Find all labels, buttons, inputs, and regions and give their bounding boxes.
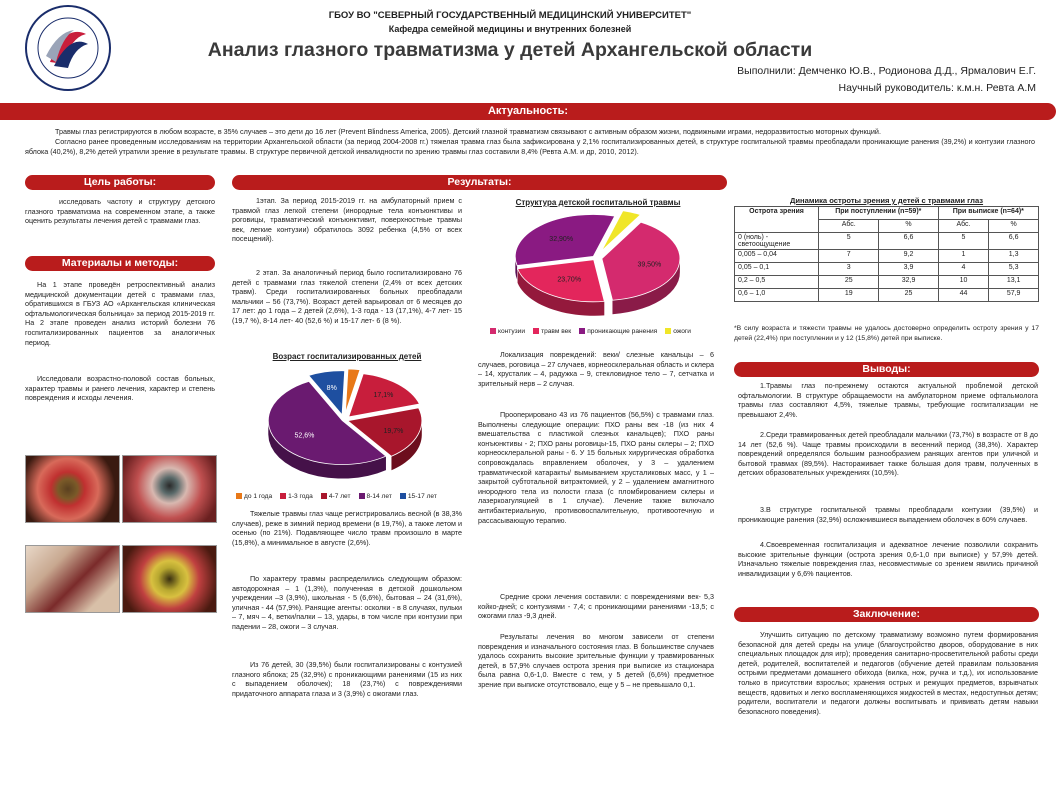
legend-swatch bbox=[579, 328, 585, 334]
eye-injury-photo-4 bbox=[122, 545, 217, 613]
legend-label: 1-3 года bbox=[288, 493, 313, 500]
legend-item bbox=[400, 493, 437, 500]
table-cell: 57,9 bbox=[989, 289, 1039, 302]
table-cell: 25 bbox=[819, 276, 879, 289]
eye-injury-photo-1 bbox=[25, 455, 120, 523]
results-localization: Локализация повреждений: веки/ слезные канальцы – 6 случаев, роговица – 27 случаев, корнеосклеральная область и склера – 14, хрусталик – 4, радужка – 9, стекловидное тело – 7, сетчатка и зрительный нерв – 2 случая. bbox=[478, 350, 714, 388]
legend-label: ожоги bbox=[673, 328, 691, 335]
legend-swatch bbox=[236, 493, 242, 499]
age-pie-chart bbox=[232, 360, 462, 490]
legend-label: 8-14 лет bbox=[366, 493, 392, 500]
table-row bbox=[735, 233, 1039, 250]
legend-swatch bbox=[490, 328, 496, 334]
legend-swatch bbox=[533, 328, 539, 334]
table-cell: 6,6 bbox=[989, 233, 1039, 250]
table-subheader-abs: Абс. bbox=[938, 220, 989, 233]
university-logo bbox=[24, 4, 112, 92]
legend-item bbox=[490, 328, 525, 335]
methods-paragraph-1: На 1 этапе проведён ретроспективный анализ медицинской документации детей с травмами глаз, обратившихся в ГБУЗ АО «Архангельская клиническая офтальмологическая больница» за период 2015-2019 гг. На 2 этапе проведен анализ историй болезни 76 госпитализированных пациентов за аналогичных период. bbox=[25, 280, 215, 347]
age-chart-legend bbox=[236, 493, 466, 500]
table-cell: 1 bbox=[938, 250, 989, 263]
conclusion-4: 4.Своевременная госпитализация и адекватное лечение позволили сохранить высокие зрительные функции (острота зрения 0,6-1,0 при выписке) у 57,9% детей. Изначально тяжелые повреждения глаз, несовместимые со зрением явились причиной инвалидизации у 6,6% пациентов. bbox=[738, 540, 1038, 578]
results-hospitalization: Из 76 детей, 30 (39,5%) были госпитализированы с контузией глазного яблока; 25 (32,9%) с проникающими ранениями (15 из них с выпадением оболочек); 18 (23,7%) с повреждениями придаточного аппарата глаза и 3 (3,9%) с ожогами глаз. bbox=[232, 660, 462, 698]
table-subheader-abs: Абс. bbox=[819, 220, 879, 233]
table-cell: 10 bbox=[938, 276, 989, 289]
table-cell: 4 bbox=[938, 263, 989, 276]
legend-label: травм век bbox=[541, 328, 572, 335]
legend-item bbox=[280, 493, 313, 500]
acuity-table-caption: Динамика остроты зрения у детей с травмами глаз bbox=[789, 196, 984, 205]
table-cell: 3 bbox=[819, 263, 879, 276]
legend-item bbox=[321, 493, 351, 500]
pie-label-1-3 года: 17,1% bbox=[373, 392, 394, 400]
pie-label-проникающие ранения: 32,90% bbox=[549, 236, 574, 244]
legend-swatch bbox=[400, 493, 406, 499]
relevance-paragraph-1: Травмы глаз регистрируются в любом возрасте, в 35% случаев – это дети до 16 лет (Prevent Blindness America, 2005). Детский глазной травматизм связывают с активным образом жизни, подвижными играми, недоразвитостью моторных функций. bbox=[55, 127, 881, 136]
table-subheader-pct: % bbox=[879, 220, 938, 233]
table-header-acuity: Острота зрения bbox=[735, 207, 819, 233]
age-chart-title: Возраст госпитализированных детей bbox=[272, 352, 422, 361]
table-row bbox=[735, 250, 1039, 263]
table-cell: 5,3 bbox=[989, 263, 1039, 276]
acuity-table bbox=[734, 206, 1039, 302]
methods-paragraph-2: Исследовали возрастно-половой состав больных, характер травмы и ранего лечения, характер и степень повреждения и исходы лечения. bbox=[25, 374, 215, 403]
table-cell: 7 bbox=[819, 250, 879, 263]
results-stage-1: 1этап. За период 2015-2019 гг. на амбулаторный прием с травмой глаз легкой степени (инородные тела конъюнктивы и роговицы, травматический конъюнктивит, поверхностные травмы век, легкие контузии) обратилось 3092 ребенка (4,5% от всех посещений). bbox=[232, 196, 462, 244]
trauma-chart-legend bbox=[490, 328, 725, 335]
eye-injury-photo-2 bbox=[122, 455, 217, 523]
table-cell: 25 bbox=[879, 289, 938, 302]
table-cell: 19 bbox=[819, 289, 879, 302]
supervisor: Научный руководитель: к.м.н. Ревта А.М bbox=[838, 82, 1036, 94]
poster-title: Анализ глазного травматизма у детей Архангельской области bbox=[207, 39, 813, 61]
legend-item bbox=[236, 493, 272, 500]
legend-swatch bbox=[280, 493, 286, 499]
trauma-structure-pie-chart bbox=[478, 206, 718, 324]
results-heading: Результаты: bbox=[232, 175, 727, 190]
table-cell: 32,9 bbox=[879, 276, 938, 289]
pie-label-4-7 лет: 19,7% bbox=[383, 427, 404, 435]
table-cell: 1,3 bbox=[989, 250, 1039, 263]
trauma-chart-title: Структура детской госпитальной травмы bbox=[515, 198, 681, 207]
results-terms: Средние сроки лечения составили: с повреждениями век- 5,3 койко-дней; с контузиями - 7,4; с проникающими ранениями -13,5; с ожогами глаз -9,3 дней. bbox=[478, 592, 714, 621]
table-cell: 13,1 bbox=[989, 276, 1039, 289]
goal-heading: Цель работы: bbox=[25, 175, 215, 190]
final-heading: Заключение: bbox=[734, 607, 1039, 622]
table-cell: 5 bbox=[819, 233, 879, 250]
conclusion-1: 1.Травмы глаз по-прежнему остаются актуальной проблемой детской офтальмологии. В структуре обращаемости на амбулаторном приеме офтальмолога травмы глаз составляют 4,5%, тяжелые травмы, требующие госпитализации не превышают 2,4%. bbox=[738, 381, 1038, 419]
pie-label-травм век: 23,70% bbox=[557, 276, 582, 284]
relevance-paragraph-2: Согласно ранее проведенным исследованиям на территории Архангельской области (за период 2004-2008 гг.) тяжелая травма глаз была зафиксирована у 2,1% госпитализированных детей, в структуре госпитальной травмы преобладали проникающие ранения (39,2%) и контузии глазного яблока (40,2%), 8,2% детей утратили зрение в результате травмы. В структуре первичной детской инвалидности по зрению травмы глаз составили 8,4% (Ревта А.М. и др, 2010, 2012). bbox=[25, 137, 1035, 156]
table-cell: 0,6 – 1,0 bbox=[735, 289, 819, 302]
table-row bbox=[735, 289, 1039, 302]
acuity-table-note: *В силу возраста и тяжести травмы не удалось достоверно определить остроту зрения у 17 детей (22,4%) при поступлении и у 12 (15,8%) детей при выписке. bbox=[734, 325, 1039, 342]
university-name: ГБОУ ВО "СЕВЕРНЫЙ ГОСУДАРСТВЕННЫЙ МЕДИЦИНСКИЙ УНИВЕРСИТЕТ" bbox=[328, 10, 692, 21]
legend-item bbox=[579, 328, 657, 335]
pie-label-8-14 лет: 52,6% bbox=[294, 432, 315, 440]
legend-label: проникающие ранения bbox=[587, 328, 658, 335]
pie-label-15-17 лет: 8% bbox=[326, 384, 337, 392]
results-character: По характеру травмы распределились следующим образом: автодорожная – 1 (1,3%), полученная в детской дошкольном учреждении –3 (3,9%), школьная - 5 (6,6%), бытовая – 24 (31,6%), уличная - 44 (57,9%). Ранящие агенты: осколки - в 8 случаях, пульки – 7, мяч – 4, ветки/палки – 13, удары, в том числе при контузии при падении – 28, ожоги – 3 случая. bbox=[232, 574, 462, 631]
final-text: Улучшить ситуацию по детскому травматизму возможно путем формирования безопасной для детей среды на улице (благоустройство дворов, оборудование в них специальных площадок для игр); проведения санитарно-просветительной работы среди детей, родителей, воспитателей и педагогов (обучение детей правилам пользования острыми предметами домашнего обихода (вилка, нож, ручка и т.д.), их использование только в присутствии взрослых; хранения острых и режущих предметов, взрывчатых веществ, ядовитых и легко воспламеняющихся жидкостей в местах, недоступных детям; родители, воспитатели и педагоги должны воспитывать и прививать детям навыки безопасного поведения). bbox=[738, 630, 1038, 716]
legend-swatch bbox=[359, 493, 365, 499]
conclusion-2: 2.Среди травмированных детей преобладали мальчики (73,7%) в возрасте от 8 до 14 лет (52,6 %). Чаще травмы происходили в весенний период (38,3%). Характер повреждений определялся большим разнообразием ранящих агентов при уличной и бытовой травмах (89,5%). Настораживает также большая доля травм, полученных в детских образовательных учреждениях (10,5%). bbox=[738, 430, 1038, 478]
authors: Выполнили: Демченко Ю.В., Родионова Д.Д., Ярмалович Е.Г. bbox=[737, 65, 1036, 77]
table-cell: 0,05 – 0,1 bbox=[735, 263, 819, 276]
table-row bbox=[735, 263, 1039, 276]
table-cell: 9,2 bbox=[879, 250, 938, 263]
table-cell: 6,6 bbox=[879, 233, 938, 250]
logo-emblem-icon bbox=[24, 4, 112, 92]
table-cell: 5 bbox=[938, 233, 989, 250]
legend-swatch bbox=[321, 493, 327, 499]
table-header-discharge: При выписке (n=64)* bbox=[938, 207, 1038, 220]
department-name: Кафедра семейной медицины и внутренних болезней bbox=[388, 24, 632, 34]
results-season: Тяжелые травмы глаз чаще регистрировались весной (в 38,3% случаев), реже в зимний период времени (в 19,7%), а также летом и осенью (по 21%). Подавляющее число травм произошло в марте (15,8%), а минимальное в августе (2,6%). bbox=[232, 509, 462, 547]
table-cell: 0 (ноль) - светоощущение bbox=[735, 233, 819, 250]
results-outcome: Результаты лечения во многом зависели от степени повреждения и изначального состояния глаз. В большинстве случаев удалось сохранить высокие зрительные функции у травмированных детей, в 57,9% случаев острота зрения при выписке из стационара была равна 0,6-1,0. Вместе с тем, у 5 детей (6,6%) предметное зрение при выписке отсутствовало, еще у 5 – не превышало 0,1. bbox=[478, 632, 714, 689]
legend-item bbox=[533, 328, 571, 335]
table-cell: 0,005 – 0,04 bbox=[735, 250, 819, 263]
legend-swatch bbox=[665, 328, 671, 334]
methods-heading: Материалы и методы: bbox=[25, 256, 215, 271]
results-stage-2: 2 этап. За аналогичный период было госпитализировано 76 детей с травмами глаз тяжелой степени (2,4% от всех детских травм). Среди госпитализированных больных преобладали мальчики – 56 (73,7%). Возраст детей варьировал от 6 месяцев до 17 лет: до 1 года – 2 детей (2,6%), 1-3 года - 13 (17,1%), 4-7 лет- 15 (19,7 %), 8-14 лет- 40 (52,6 %) и 15-17 лет- 6 (8 %). bbox=[232, 268, 462, 325]
table-row bbox=[735, 276, 1039, 289]
table-cell: 44 bbox=[938, 289, 989, 302]
legend-item bbox=[665, 328, 691, 335]
results-surgery: Прооперировано 43 из 76 пациентов (56,5%) с травмами глаз. Выполнены следующие операции: ПХО раны век -18 (из них 4 вмешательства с пластикой слезных канальцев); ПХО раны конъюнктивы - 2; ПХО раны роговицы-15, ПХО раны склеры – 2; ПХО корнеосклеральной раны - 6. У 15 больных хирургическая обработка сопровождалась вправлением оболочек, у 3 – удалением травматической катаракты/ вымыванием хрусталиковых масс, у 1 – закрытой субтотальной витрэктомией, у 2 – удалением амагнитного инородного тела из полости глаза (с пломбированием склеры и лазеркоагуляцией в 1 случае). Лечение также включало антибактериальную, противовоспалительную, противоотечную и рассасывающую терапию. bbox=[478, 410, 714, 525]
eye-injury-photo-3 bbox=[25, 545, 120, 613]
pie-label-контузии: 39,50% bbox=[637, 261, 662, 269]
table-header-admission: При поступлении (n=59)* bbox=[819, 207, 939, 220]
legend-label: контузии bbox=[498, 328, 526, 335]
table-subheader-pct: % bbox=[989, 220, 1039, 233]
table-cell: 3,9 bbox=[879, 263, 938, 276]
table-cell: 0,2 – 0,5 bbox=[735, 276, 819, 289]
legend-label: 4-7 лет bbox=[328, 493, 351, 500]
conclusion-3: 3.В структуре госпитальной травмы преобладали контузии (39,5%) и проникающие ранения (32,9%) осложнившиеся выпадением оболочек в 60% случаев. bbox=[738, 505, 1038, 524]
goal-text: исследовать частоту и структуру детского глазного травматизма на современном этапе, а также оценить результаты лечения детей с травмами глаз. bbox=[25, 197, 215, 226]
legend-label: 15-17 лет bbox=[407, 493, 437, 500]
relevance-heading: Актуальность: bbox=[487, 105, 569, 117]
conclusions-heading: Выводы: bbox=[734, 362, 1039, 377]
legend-label: до 1 года bbox=[244, 493, 273, 500]
legend-item bbox=[359, 493, 392, 500]
